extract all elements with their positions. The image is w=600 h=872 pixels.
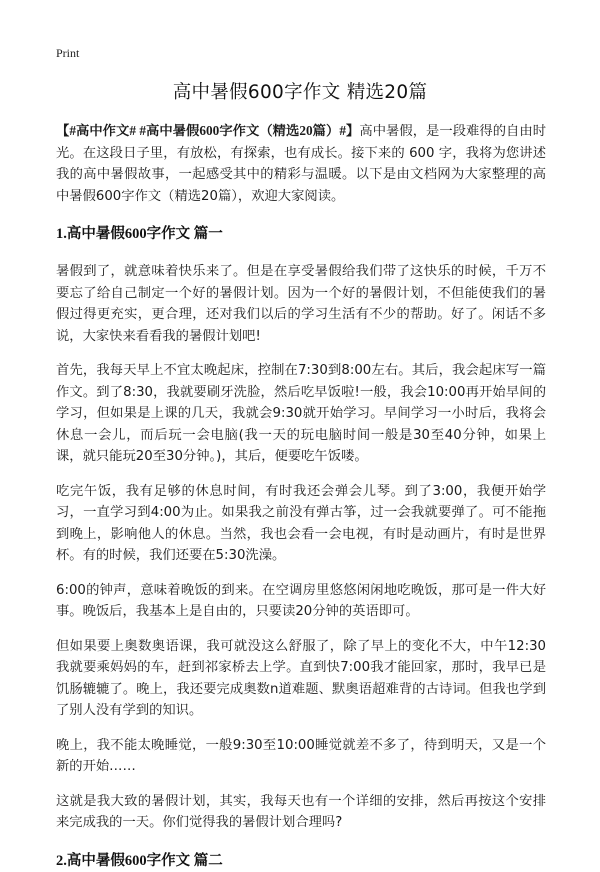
section-1-paragraph-4: 6:00的钟声，意味着晚饭的到来。在空调房里悠悠闲闲地吃晚饭，那可是一件大好事。晚饭后，我基本上是自由的，只要读20分钟的英语即可。 bbox=[56, 582, 546, 619]
section-1-paragraph-5: 但如果要上奥数奥语课，我可就没这么舒服了，除了早上的变化不大，中午12:30我就要乘妈妈的车，赶到祁家桥去上学。直到快7:00我才能回家，那时，我早已是饥肠辘辘了。晚上，我还要完成奥数n道难题、默奥语超难背的古诗词。但我也学到了别人没有学到的知识。 bbox=[56, 638, 546, 718]
section-1-paragraph-3: 吃完午饭，我有足够的休息时间，有时我还会弹会儿琴。到了3:00，我便开始学习，一直学习到4:00为止。如果我之前没有弹古筝，过一会我就要弹了。可不能拖到晚上，影响他人的休息。当然，我也会看一会电视，有时是动画片，有时是世界杯。有的时候，我们还要在5:30洗澡。 bbox=[56, 483, 546, 563]
section-heading-2: 2.高中暑假600字作文 篇二 bbox=[56, 852, 223, 869]
section-1-paragraph-7: 这就是我大致的暑假计划，其实，我每天也有一个详细的安排，然后再按这个安排来完成我的一天。你们觉得我的暑假计划合理吗? bbox=[56, 793, 546, 830]
intro-tag: 【#高中作文# #高中暑假600字作文（精选20篇）#】 bbox=[56, 123, 360, 138]
print-link[interactable]: Print bbox=[56, 46, 80, 60]
article-body bbox=[56, 120, 546, 872]
section-1-paragraph-2: 首先，我每天早上不宜太晚起床，控制在7:30到8:00左右。其后，我会起床写一篇作文。到了8:30，我就要刷牙洗脸，然后吃早饭啦!一般，我会10:00再开始早间的学习，但如果是上课的几天，我就会9:30就开始学习。早间学习一小时后，我将会休息一会儿，而后玩一会电脑(我一天的玩电脑时间一般是30至40分钟，如果上课，就只能玩20至30分钟。)，其后，便要吃午饭喽。 bbox=[56, 363, 546, 464]
section-1-paragraph-1: 暑假到了，就意味着快乐来了。但是在享受暑假给我们带了这快乐的时候，千万不要忘了给自己制定一个好的暑假计划。因为一个好的暑假计划，不但能使我们的暑假过得更充实，更合理，还对我们以后的学习生活有不少的帮助。好了。闲话不多说，大家快来看看我的暑假计划吧! bbox=[56, 264, 546, 344]
intro-paragraph bbox=[56, 120, 546, 207]
section-1-paragraph-6: 晚上，我不能太晚睡觉，一般9:30至10:00睡觉就差不多了，待到明天，又是一个新的开始…… bbox=[56, 737, 546, 774]
page-title: 高中暑假600字作文 精选20篇 bbox=[172, 82, 428, 103]
section-heading-1: 1.高中暑假600字作文 篇一 bbox=[56, 226, 223, 242]
intro-text: 高中暑假，是一段难得的自由时光。在这段日子里，有放松，有探索，也有成长。接下来的 600 字，我将为您讲述我的高中暑假故事，一起感受其中的精彩与温暖。以下是由文档网为大家整理的高中暑假600字作文（精选20篇），欢迎大家阅读。 bbox=[56, 124, 546, 204]
